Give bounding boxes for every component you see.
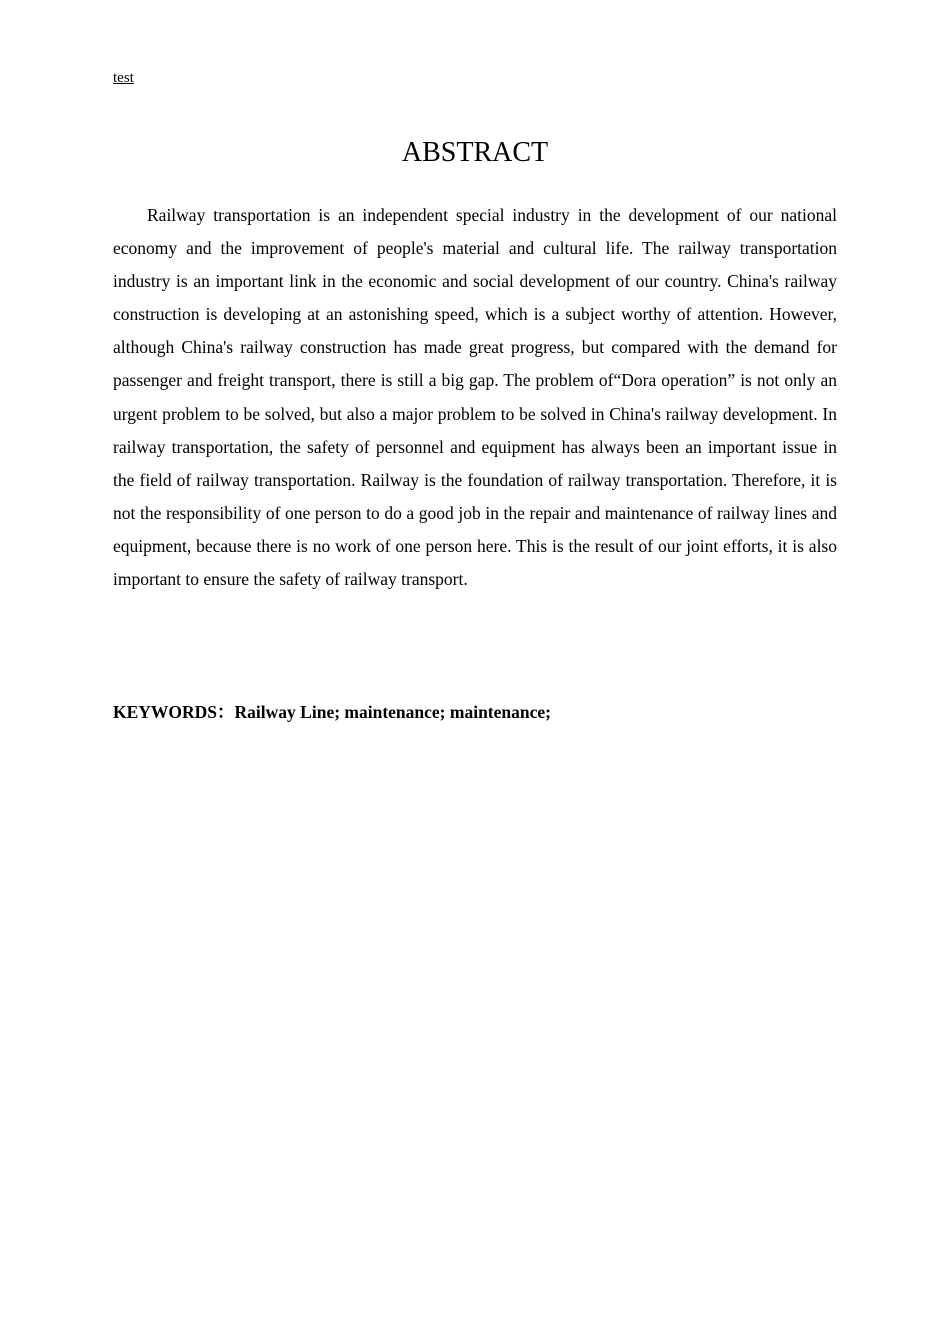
keywords-line — [113, 699, 837, 725]
header-link[interactable]: test — [113, 70, 134, 86]
abstract-body: Railway transportation is an independent special industry in the development of our national economy and the improvement of people's material and cultural life. The railway transportation industry is an important link in the economic and social development of our country. China's railway construction is developing at an astonishing speed, which is a subject worthy of attention. However, although China's railway construction has made great progress, but compared with the demand for passenger and freight transport, there is still a big gap. The problem of“Dora operation” is not only an urgent problem to be solved, but also a major problem to be solved in China's railway development. In railway transportation, the safety of personnel and equipment has always been an important issue in the field of railway transportation. Railway is the foundation of railway transportation. Therefore, it is not the responsibility of one person to do a good job in the repair and maintenance of railway lines and equipment, because there is no work of one person here. This is the result of our joint efforts, it is also important to ensure the safety of railway transport. — [113, 205, 837, 590]
keywords-label: KEYWORDS： — [113, 702, 235, 722]
abstract-title: ABSTRACT — [401, 137, 549, 168]
keywords-values: Railway Line; maintenance; maintenance; — [234, 702, 551, 722]
